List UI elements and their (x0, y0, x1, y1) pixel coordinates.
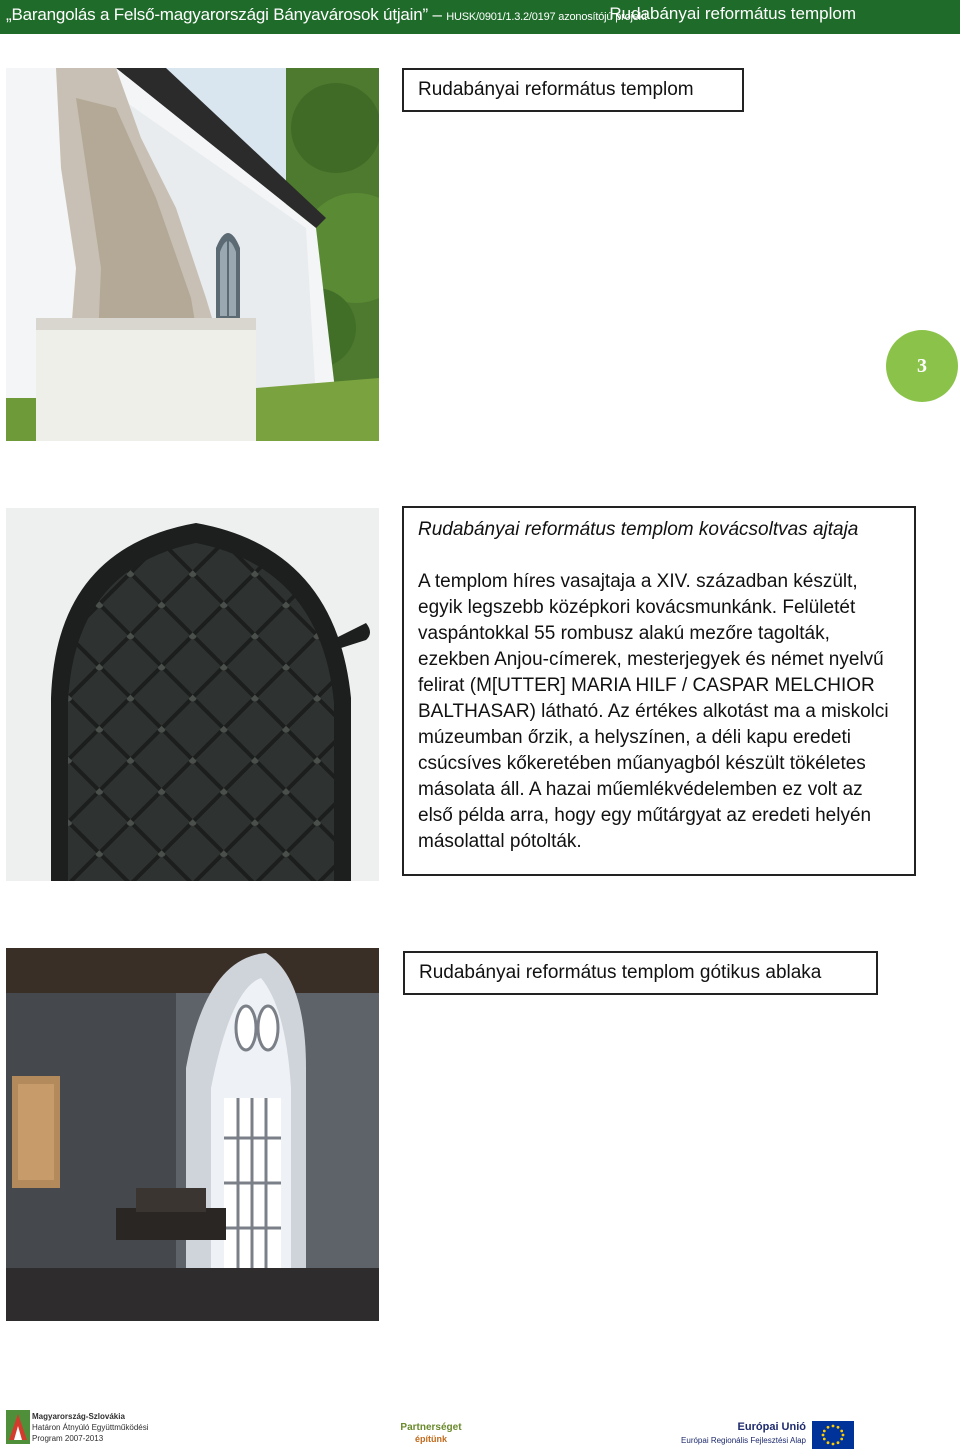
eu-logo-line-1: Európai Unió (737, 1421, 806, 1433)
exterior-caption: Rudabányai református templom (418, 79, 694, 100)
eu-logo-line-2: Európai Regionális Fejlesztési Alap (681, 1436, 806, 1445)
header-project-title: „Barangolás a Felső-magyarországi Bányavárosok útjain” – (6, 5, 442, 24)
window-caption: Rudabányai református templom gótikus ablaka (419, 962, 822, 983)
church-exterior-photo (6, 68, 379, 441)
header-title-left (6, 5, 647, 25)
hu-sk-emblem-icon (6, 1410, 30, 1444)
hu-sk-logo-line-1: Magyarország-Szlovákia (32, 1412, 125, 1421)
page-header (0, 0, 960, 34)
header-title-right: Rudabányai református templom (609, 4, 856, 23)
hu-sk-logo-line-3: Program 2007-2013 (32, 1434, 104, 1443)
eu-flag-icon (812, 1421, 854, 1449)
door-caption-heading: Rudabányai református templom kovácsoltvas ajtaja (418, 519, 859, 540)
header-project-code: HUSK/0901/1.3.2/0197 azonosítójú projekt (446, 11, 647, 23)
partnership-logo (396, 1422, 466, 1448)
gothic-window-photo (6, 948, 379, 1321)
window-caption-box (403, 951, 878, 995)
eu-logo (681, 1421, 858, 1449)
page-number-badge: 3 (886, 330, 958, 402)
partnership-logo-line-1: Partnerséget (400, 1422, 462, 1433)
door-caption-box (402, 506, 916, 876)
hu-sk-program-logo (6, 1410, 156, 1446)
door-caption-body: A templom híres vasajtaja a XIV. században készült, egyik legszebb középkori kovácsmunkánk. Felületét vaspántokkal 55 rombusz alakú mezőre tagolták, ezekben Anjou-címerek, mesterjegyek és német nyelvű felirat (M[UTTER] MARIA HILF / CASPAR MELCHIOR BALTHASAR) látható. Az értékes alkotást ma a miskolci múzeumban őrzik, a helyszínen, a déli kapu eredeti csúcsíves kőkeretében műanyagból készült tökéletes másolata áll. A hazai műemlékvédelemben ez volt az első példa arra, hogy egy műtárgyat az eredeti helyén másolattal pótolták. (418, 571, 889, 852)
iron-door-photo (6, 508, 379, 881)
exterior-caption-box (402, 68, 744, 112)
partnership-logo-line-2: építünk (414, 1434, 447, 1444)
hu-sk-logo-line-2: Határon Átnyúló Együttműködési (32, 1423, 149, 1432)
